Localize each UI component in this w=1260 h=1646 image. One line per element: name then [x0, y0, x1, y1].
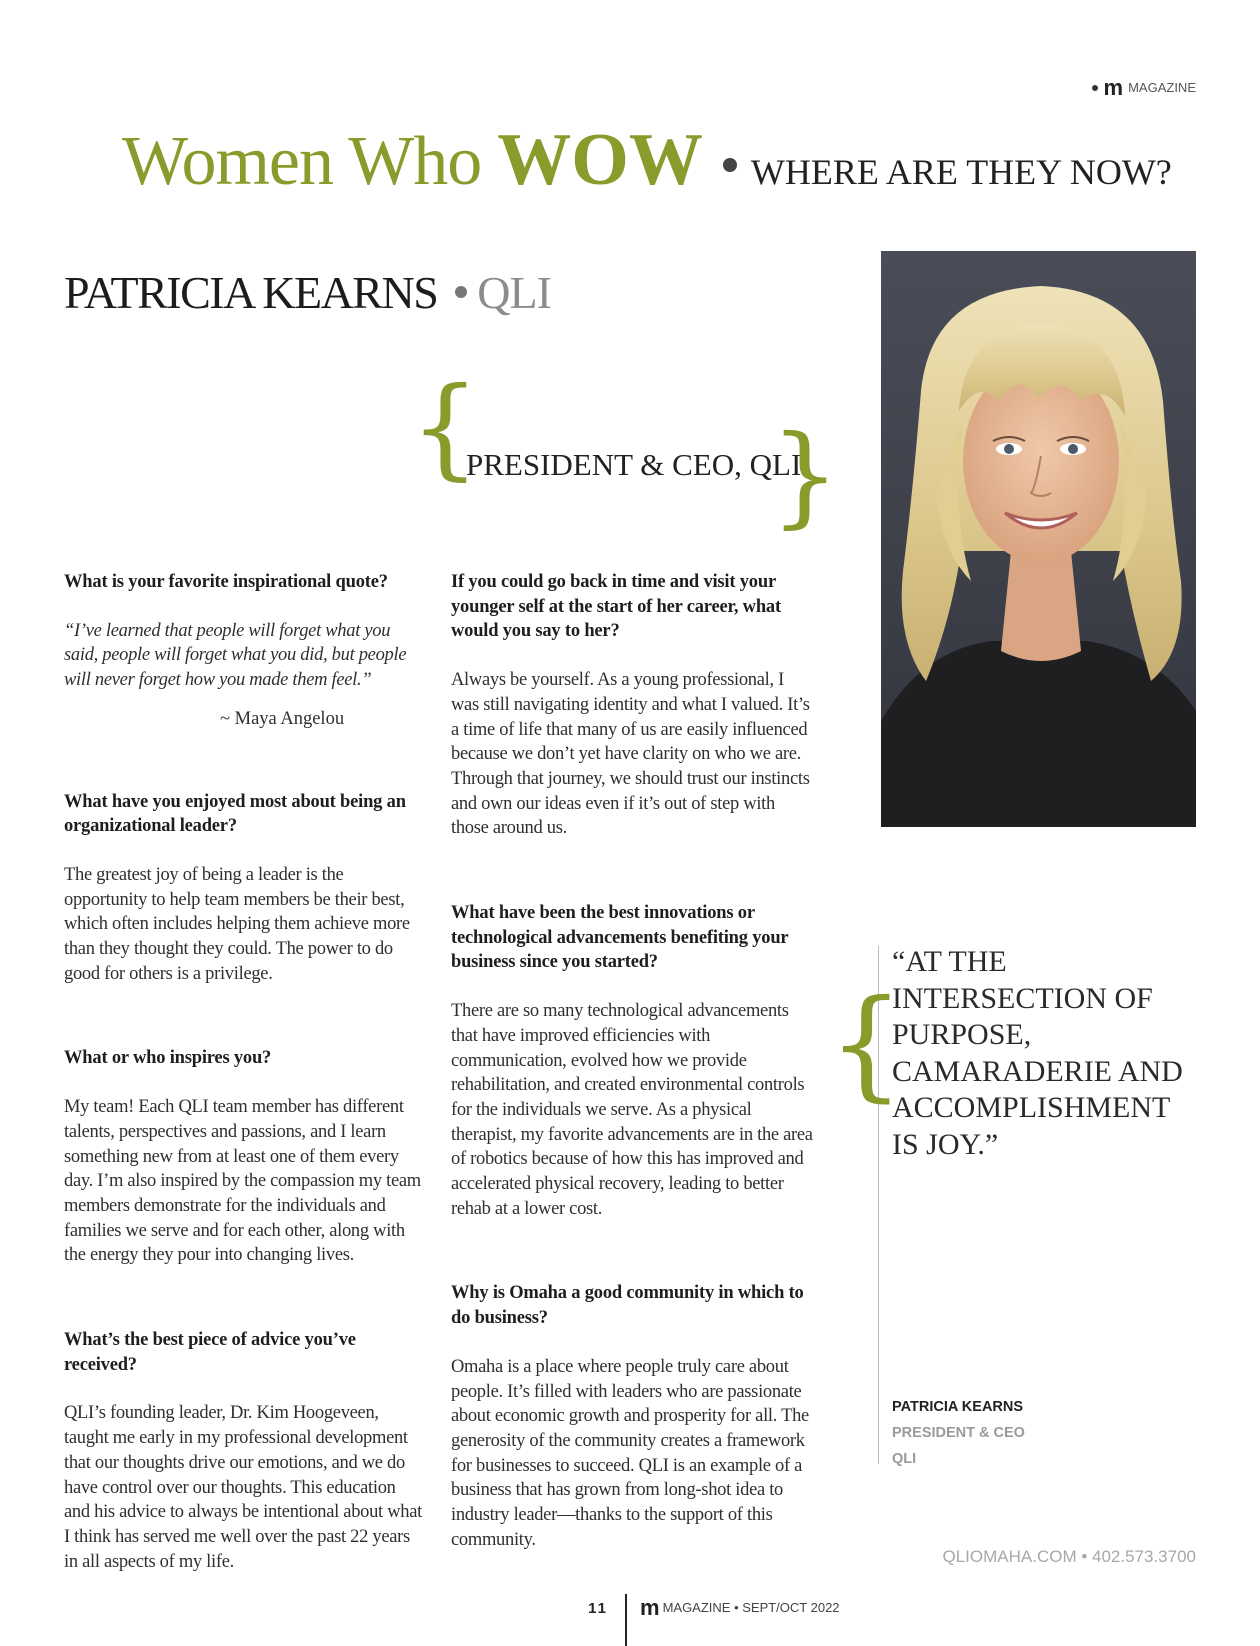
magazine-logo: m — [640, 1594, 659, 1620]
website-contact: QLIOMAHA.COM • 402.573.3700 — [942, 1547, 1196, 1566]
issue-label: MAGAZINE • SEPT/OCT 2022 — [662, 1600, 840, 1615]
question: What have been the best innovations or technological advancements benefiting your business since you started? — [451, 903, 789, 973]
profile-role: PRESIDENT & CEO, QLI — [466, 447, 802, 482]
series-title: Women Who — [122, 123, 482, 200]
left-curly-brace-icon: { — [410, 363, 480, 491]
pull-quote-org: QLI — [892, 1451, 917, 1467]
quote-attribution: ~ Maya Angelou — [220, 708, 345, 729]
profile-org: QLI — [477, 267, 551, 318]
bullet-icon — [723, 158, 737, 172]
masthead — [1092, 74, 1196, 100]
bullet-icon — [1092, 85, 1098, 91]
pull-quote: “AT THE INTERSECTION OF PURPOSE, CAMARADERIE AND ACCOMPLISHMENT IS JOY.” — [892, 945, 1183, 1161]
answer: QLI’s founding leader, Dr. Kim Hoogeveen, taught me early in my professional development that our thoughts drive our emotions, and we do have control over our thoughts. This education and his advice to always be intentional about what I think has served me well over the past 22 years in all aspects of my life. — [64, 1403, 422, 1572]
answer: Always be yourself. As a young professional, I was still navigating identity and what I valued. It’s a time of life that many of us are easily influenced because we don’t yet have clarity on who we are. Through that journey, we should trust our instincts and own our ideas even if it’s out of step with those around us. — [451, 670, 810, 839]
profile-heading — [64, 266, 551, 319]
question: What have you enjoyed most about being an organizational leader? — [64, 791, 406, 837]
footer-divider — [625, 1594, 627, 1646]
left-curly-brace-icon: { — [828, 975, 905, 1114]
masthead-label: MAGAZINE — [1128, 80, 1196, 95]
answer: The greatest joy of being a leader is the opportunity to help team members be their best, which often includes helping them achieve more than they thought they could. The power to do good for others is a privilege. — [64, 864, 410, 984]
page-number: 11 — [588, 1600, 608, 1617]
footer-issue — [640, 1594, 840, 1620]
question: Why is Omaha a good community in which to do business? — [451, 1283, 804, 1329]
right-curly-brace-icon: } — [770, 411, 840, 539]
answer: Omaha is a place where people truly care about people. It’s filled with leaders who are passionate about economic growth and prosperity for all. The generosity of the community creates a framework for businesses to succeed. QLI is an example of a business that has grown from long-shot idea to industry leader—thanks to the support of this community. — [451, 1356, 809, 1550]
series-title-emphasis: WOW — [497, 119, 703, 201]
profile-name: PATRICIA KEARNS — [64, 267, 438, 318]
pull-quote-title: PRESIDENT & CEO — [892, 1425, 1025, 1441]
question: What is your favorite inspirational quote? — [64, 572, 388, 592]
pull-quote-name: PATRICIA KEARNS — [892, 1399, 1024, 1415]
magazine-logo: m — [1103, 74, 1123, 100]
bullet-icon — [455, 286, 467, 298]
portrait-photo — [881, 251, 1196, 827]
answer: My team! Each QLI team member has different talents, perspectives and passions, and I learn something new from at least one of them every day. I’m also inspired by the compassion my team members demonstrate for the individuals and families we serve and for each other, along with the energy they pour into changing lives. — [64, 1097, 421, 1266]
interview-column-left — [64, 570, 424, 1634]
page-header — [122, 118, 1196, 203]
answer: There are so many technological advancements that have improved efficiencies with communication, evolved how we provide rehabilitation, and created environmental controls for the individuals we serve. As a physical therapist, my favorite advancements are in the area of robotics because of how this has improved and accelerated physical recovery, leading to better rehab at a lower cost. — [451, 1001, 813, 1219]
interview-column-right — [451, 570, 816, 1620]
inspirational-quote: “I’ve learned that people will forget what you said, people will forget what you did, but people will never forget how you made them feel.” — [64, 620, 407, 691]
question: What or who inspires you? — [64, 1048, 272, 1069]
series-subtitle: WHERE ARE THEY NOW? — [750, 152, 1172, 192]
question: What’s the best piece of advice you’ve received? — [64, 1330, 356, 1375]
page-footer — [0, 1594, 1260, 1646]
question: If you could go back in time and visit your younger self at the start of her career, what would you say to her? — [451, 572, 781, 642]
